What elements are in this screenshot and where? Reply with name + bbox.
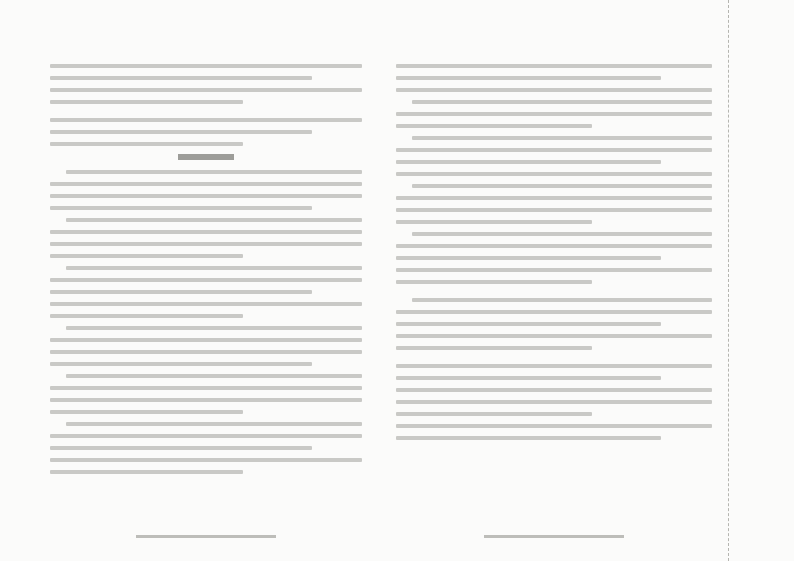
text-line — [50, 434, 362, 438]
text-line — [50, 398, 362, 402]
text-line — [396, 124, 592, 128]
text-line — [50, 206, 312, 210]
text-line — [396, 322, 661, 326]
text-line — [396, 280, 592, 284]
text-line — [396, 424, 712, 428]
text-line — [396, 364, 712, 368]
text-line — [396, 244, 712, 248]
text-line — [50, 142, 243, 146]
text-line — [396, 196, 712, 200]
text-line — [50, 278, 362, 282]
text-line — [396, 148, 712, 152]
text-line — [396, 388, 712, 392]
text-line — [50, 350, 362, 354]
text-line — [66, 266, 362, 270]
text-line — [396, 172, 712, 176]
text-line — [50, 386, 362, 390]
text-line — [396, 268, 712, 272]
page-footer-right — [484, 532, 624, 542]
text-line — [396, 376, 661, 380]
text-line — [66, 326, 362, 330]
binding-margin — [728, 0, 794, 561]
text-line — [50, 314, 243, 318]
text-line — [396, 64, 712, 68]
section-heading — [178, 154, 234, 160]
text-line — [50, 76, 312, 80]
text-line — [396, 436, 661, 440]
text-line — [396, 76, 661, 80]
text-line — [50, 458, 362, 462]
text-line — [396, 256, 661, 260]
text-line — [412, 100, 712, 104]
text-line — [50, 64, 362, 68]
text-line — [50, 88, 362, 92]
text-line — [50, 446, 312, 450]
text-line — [50, 230, 362, 234]
text-line — [66, 218, 362, 222]
text-line — [412, 136, 712, 140]
text-line — [50, 290, 312, 294]
text-line — [412, 232, 712, 236]
text-line — [396, 334, 712, 338]
right-column — [396, 64, 712, 520]
text-line — [50, 338, 362, 342]
text-line — [50, 362, 312, 366]
text-line — [66, 170, 362, 174]
text-line — [50, 194, 362, 198]
text-line — [396, 400, 712, 404]
text-line — [66, 422, 362, 426]
text-line — [50, 100, 243, 104]
text-line — [396, 88, 712, 92]
text-line — [396, 160, 661, 164]
text-line — [50, 118, 362, 122]
text-line — [396, 412, 592, 416]
left-column — [50, 64, 362, 520]
text-line — [50, 242, 362, 246]
footer-placeholder — [484, 535, 624, 538]
text-line — [66, 374, 362, 378]
text-line — [50, 182, 362, 186]
text-line — [412, 184, 712, 188]
text-line — [50, 410, 243, 414]
footer-placeholder — [136, 535, 276, 538]
text-line — [50, 130, 312, 134]
text-line — [396, 220, 592, 224]
text-line — [396, 112, 712, 116]
text-line — [50, 254, 243, 258]
text-line — [412, 298, 712, 302]
text-line — [396, 208, 712, 212]
page-footer-left — [136, 532, 276, 542]
text-line — [396, 346, 592, 350]
text-line — [50, 302, 362, 306]
text-line — [396, 310, 712, 314]
text-line — [50, 470, 243, 474]
